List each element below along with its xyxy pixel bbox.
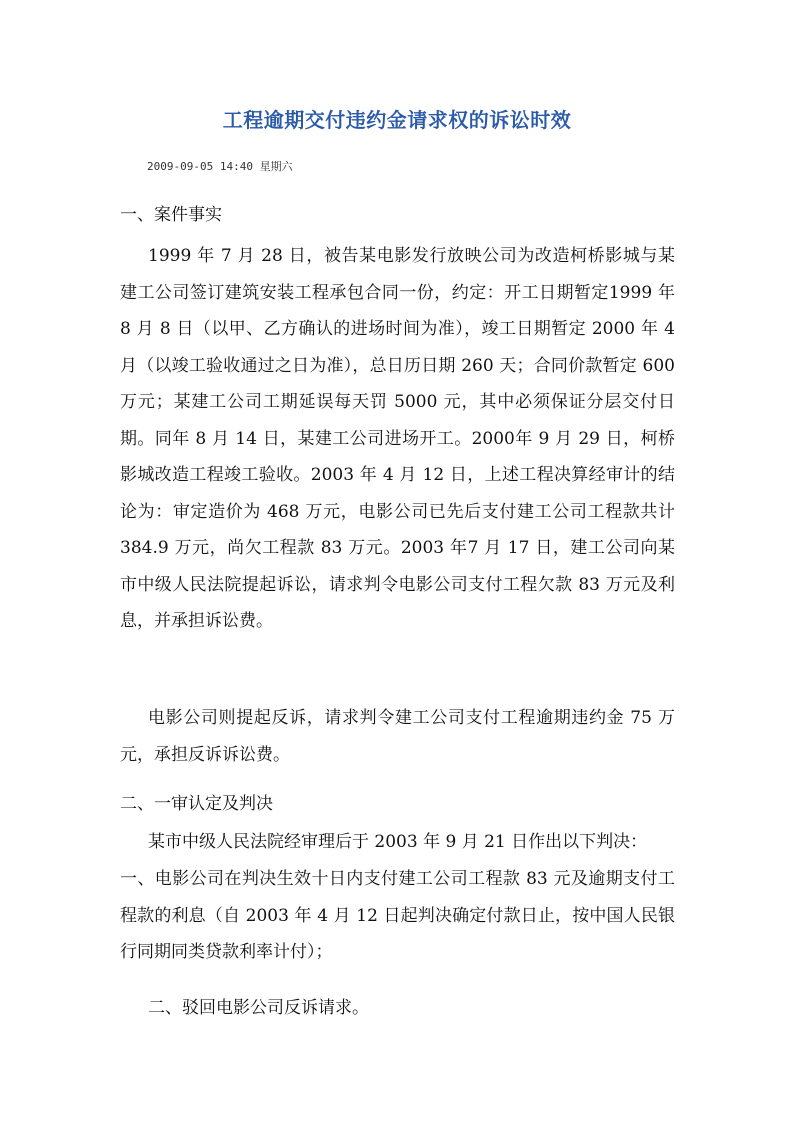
paragraph-case-facts-1: 1999 年 7 月 28 日，被告某电影发行放映公司为改造柯桥影城与某建工公司签订建筑安装工程承包合同一份，约定：开工日期暂定1999 年 8 月 8 日（以甲、乙方确认的进场时间为准），竣工日期暂定 2000 年 4 月（以竣工验收通过之日为准），总日历日期 260 天；合同价款暂定 600 万元；某建工公司工期延误每天罚 5000 元，其中必须保证分层交付日期。同年 8 月 14 日，某建工公司进场开工。2000年 9 月 29 日，柯桥影城改造工程竣工验收。2003 年 4 月 12 日，上述工程决算经审计的结论为：审定造价为 468 万元，电影公司已先后支付建工公司工程款共计 384.9 万元，尚欠工程款 83 万元。2003 年7 月 17 日，建工公司向某市中级人民法院提起诉讼，请求判令电影公司支付工程欠款 83 万元及利息，并承担诉讼费。 [120,246,675,631]
paragraph-judgment-intro: 某市中级人民法院经审理后于 2003 年 9 月 21 日作出以下判决： [148,832,648,852]
paragraph-judgment-item-1: 一、电影公司在判决生效十日内支付建工公司工程款 83 元及逾期支付工程款的利息（自 2003 年 4 月 12 日起判决确定付款日止，按中国人民银行同期同类贷款利率计付）； [120,869,675,962]
section-heading-case-facts: 一、案件事实 [120,205,222,225]
post-datetime: 2009-09-05 14:40 星期六 [147,160,293,173]
document-title: 工程逾期交付违约金请求权的诉讼时效 [222,108,572,132]
section-heading-first-instance: 二、一审认定及判决 [120,794,273,814]
paragraph-judgment-item-2: 二、驳回电影公司反诉请求。 [148,998,369,1018]
paragraph-case-facts-2: 电影公司则提起反诉，请求判令建工公司支付工程逾期违约金 75 万元，承担反诉诉讼费。 [120,708,675,765]
